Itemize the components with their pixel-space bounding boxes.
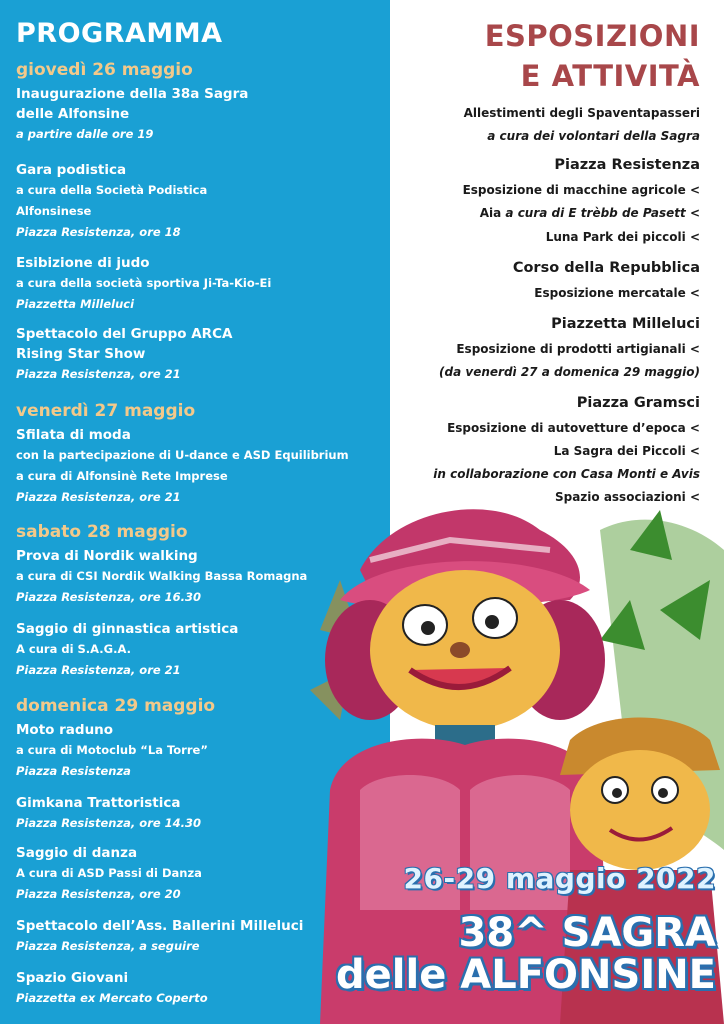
- day-heading-thursday: giovedì 26 maggio: [16, 60, 193, 80]
- event-subtitle: a cura di CSI Nordik Walking Bassa Romagna: [16, 569, 308, 583]
- event-place: a partire dalle ore 19: [16, 127, 154, 141]
- esposizioni-title-line2: E ATTIVITÀ: [520, 59, 700, 93]
- event-title: Saggio di danza: [16, 845, 138, 861]
- expo-item: La Sagra dei Piccoli <: [553, 444, 700, 458]
- event-title: Spettacolo dell’Ass. Ballerini Milleluci: [16, 918, 304, 934]
- event-dates: 26-29 maggio 2022: [403, 862, 716, 895]
- event-title: Prova di Nordik walking: [16, 548, 198, 564]
- event-title: Gimkana Trattoristica: [16, 795, 181, 811]
- event-title: Gara podistica: [16, 162, 127, 178]
- event-subtitle: con la partecipazione di U-dance e ASD Equilibrium: [16, 448, 349, 462]
- event-place: Piazzetta ex Mercato Coperto: [16, 991, 208, 1005]
- day-heading-friday: venerdì 27 maggio: [16, 401, 196, 421]
- event-gara-podistica: [16, 160, 386, 243]
- event-title: Sfilata di moda: [16, 427, 131, 443]
- programma-title: PROGRAMMA: [16, 18, 223, 49]
- expo-item-credit: in collaborazione con Casa Monti e Avis: [433, 467, 700, 481]
- esposizioni-title-line1: ESPOSIZIONI: [484, 19, 700, 53]
- event-subtitle: Alfonsinese: [16, 204, 92, 218]
- expo-item-credit: a cura di E trèbb de Pasett: [505, 206, 686, 220]
- expo-item: Luna Park dei piccoli <: [545, 230, 700, 244]
- expo-section-head: Piazza Gramsci: [576, 395, 700, 411]
- event-title: Rising Star Show: [16, 346, 146, 362]
- event-title: Moto raduno: [16, 722, 114, 738]
- event-subtitle: A cura di ASD Passi di Danza: [16, 866, 202, 880]
- event-place: Piazza Resistenza, ore 20: [16, 887, 181, 901]
- event-title: Esibizione di judo: [16, 255, 150, 271]
- event-place: Piazza Resistenza, ore 18: [16, 225, 181, 239]
- event-place: Piazza Resistenza, ore 21: [16, 490, 181, 504]
- event-subtitle: a cura di Motoclub “La Torre”: [16, 743, 208, 757]
- event-subtitle: a cura di Alfonsinè Rete Imprese: [16, 469, 228, 483]
- event-subtitle: a cura della Società Podistica: [16, 183, 208, 197]
- expo-item: Esposizione di autovetture d’epoca <: [447, 421, 700, 435]
- expo-section-head: Piazzetta Milleluci: [551, 316, 700, 332]
- event-place: Piazza Resistenza: [16, 764, 131, 778]
- expo-item-marker: <: [689, 206, 700, 220]
- event-title: Spettacolo del Gruppo ARCA: [16, 326, 233, 342]
- event-subtitle: A cura di S.A.G.A.: [16, 642, 131, 656]
- event-title: Spazio Giovani: [16, 970, 129, 986]
- expo-item: Esposizione di prodotti artigianali <: [456, 342, 700, 356]
- event-inaugurazione: [16, 84, 386, 145]
- event-subtitle: a cura della società sportiva Ji-Ta-Kio-Ei: [16, 276, 272, 290]
- expo-intro-credit: a cura dei volontari della Sagra: [487, 129, 700, 143]
- event-place: Piazza Resistenza, ore 16.30: [16, 590, 202, 604]
- event-place: Piazza Resistenza, ore 21: [16, 663, 181, 677]
- expo-section-head: Piazza Resistenza: [554, 157, 700, 173]
- expo-item: Esposizione mercatale <: [534, 286, 700, 300]
- expo-item: [480, 206, 700, 220]
- esposizioni-title: [485, 16, 700, 96]
- sagra-title-line1: 38^ SAGRA: [458, 910, 716, 956]
- day-heading-saturday: sabato 28 maggio: [16, 522, 188, 542]
- event-place: Piazzetta Milleluci: [16, 297, 135, 311]
- event-title: Inaugurazione della 38a Sagra: [16, 86, 249, 102]
- event-place: Piazza Resistenza, a seguire: [16, 939, 200, 953]
- sagra-title-line2: delle ALFONSINE: [336, 952, 716, 998]
- expo-section-head: Corso della Repubblica: [512, 260, 700, 276]
- event-title: Saggio di ginnastica artistica: [16, 621, 239, 637]
- event-arca: [16, 324, 386, 385]
- event-judo: [16, 253, 386, 315]
- expo-item: Spazio associazioni <: [554, 490, 700, 504]
- day-heading-sunday: domenica 29 maggio: [16, 696, 216, 716]
- event-title: delle Alfonsine: [16, 106, 130, 122]
- expo-item-name: Aia: [479, 206, 502, 220]
- event-place: Piazza Resistenza, ore 21: [16, 367, 181, 381]
- expo-item: Esposizione di macchine agricole <: [462, 183, 700, 197]
- expo-intro: Allestimenti degli Spaventapasseri: [463, 106, 700, 120]
- event-place: Piazza Resistenza, ore 14.30: [16, 816, 202, 830]
- expo-item-dates: (da venerdì 27 a domenica 29 maggio): [439, 365, 700, 379]
